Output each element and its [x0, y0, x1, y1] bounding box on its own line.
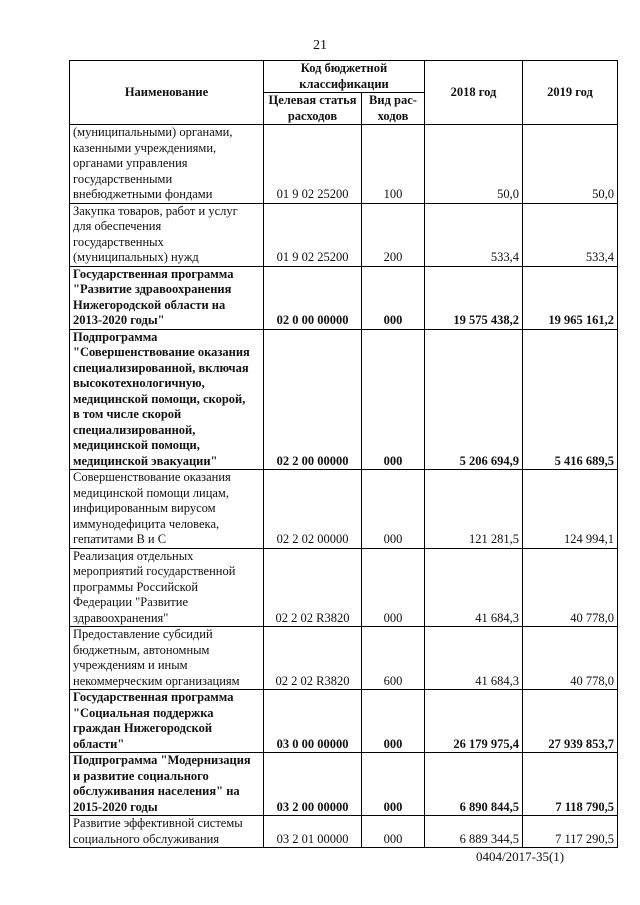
row-value-2019: 50,0 — [523, 125, 618, 204]
row-value-2019: 40 778,0 — [523, 548, 618, 627]
row-value-2018: 41 684,3 — [425, 548, 523, 627]
header-year-2018: 2018 год — [425, 61, 523, 125]
row-expense-type: 000 — [362, 548, 425, 627]
row-name: Государственная программа "Социальная поддержка граждан Нижегородской области" — [70, 690, 264, 753]
row-value-2018: 6 889 344,5 — [425, 816, 523, 848]
table-row — [70, 548, 618, 627]
row-expense-type: 000 — [362, 470, 425, 549]
row-expense-type: 000 — [362, 816, 425, 848]
row-target-article: 01 9 02 25200 — [264, 125, 362, 204]
row-name: Подпрограмма "Модернизация и развитие социального обслуживания населения" на 2015-2020 годы — [70, 753, 264, 816]
row-value-2018: 50,0 — [425, 125, 523, 204]
table-row — [70, 753, 618, 816]
row-expense-type: 000 — [362, 753, 425, 816]
row-target-article: 02 2 02 00000 — [264, 470, 362, 549]
table-row — [70, 125, 618, 204]
row-value-2018: 41 684,3 — [425, 627, 523, 690]
table-row — [70, 329, 618, 470]
row-expense-type: 100 — [362, 125, 425, 204]
row-value-2019: 7 118 790,5 — [523, 753, 618, 816]
row-value-2019: 124 994,1 — [523, 470, 618, 549]
table-body — [70, 125, 618, 848]
row-value-2019: 533,4 — [523, 203, 618, 266]
table-row — [70, 203, 618, 266]
row-value-2018: 533,4 — [425, 203, 523, 266]
row-expense-type: 000 — [362, 266, 425, 329]
header-expense-type: Вид рас-ходов — [362, 93, 425, 125]
row-name: Развитие эффективной системы социального обслуживания — [70, 816, 264, 848]
row-target-article: 02 0 00 00000 — [264, 266, 362, 329]
row-value-2018: 5 206 694,9 — [425, 329, 523, 470]
row-value-2019: 27 939 853,7 — [523, 690, 618, 753]
row-value-2018: 6 890 844,5 — [425, 753, 523, 816]
row-name: Государственная программа "Развитие здравоохранения Нижегородской области на 2013-2020 годы" — [70, 266, 264, 329]
row-value-2019: 40 778,0 — [523, 627, 618, 690]
row-expense-type: 000 — [362, 690, 425, 753]
header-year-2019: 2019 год — [523, 61, 618, 125]
table-row — [70, 470, 618, 549]
row-value-2018: 26 179 975,4 — [425, 690, 523, 753]
row-value-2018: 19 575 438,2 — [425, 266, 523, 329]
row-value-2019: 19 965 161,2 — [523, 266, 618, 329]
budget-table — [69, 60, 618, 848]
table-row — [70, 690, 618, 753]
row-name: Предоставление субсидий бюджетным, автономным учреждениям и иным некоммерческим организациям — [70, 627, 264, 690]
row-name: Подпрограмма "Совершенствование оказания специализированной, включая высокотехнологичную, медицинской помощи, скорой, в том числе скорой специализированной, медицинской помощи, медицинской эвакуации" — [70, 329, 264, 470]
header-code-group: Код бюджетной классификации — [264, 61, 425, 93]
document-code: 0404/2017-35(1) — [476, 849, 565, 864]
row-name: (муниципальными) органами, казенными учреждениями, органами управления государственными внебюджетными фондами — [70, 125, 264, 204]
row-expense-type: 200 — [362, 203, 425, 266]
page-number: 21 — [313, 38, 327, 53]
row-target-article: 02 2 02 R3820 — [264, 627, 362, 690]
row-name: Реализация отдельных мероприятий государственной программы Российской Федерации "Развитие здравоохранения" — [70, 548, 264, 627]
row-target-article: 03 2 00 00000 — [264, 753, 362, 816]
row-value-2019: 5 416 689,5 — [523, 329, 618, 470]
row-target-article: 03 0 00 00000 — [264, 690, 362, 753]
table-row — [70, 266, 618, 329]
row-name: Закупка товаров, работ и услуг для обеспечения государственных (муниципальных) нужд — [70, 203, 264, 266]
row-target-article: 01 9 02 25200 — [264, 203, 362, 266]
table-row — [70, 816, 618, 848]
row-target-article: 02 2 02 R3820 — [264, 548, 362, 627]
row-target-article: 02 2 00 00000 — [264, 329, 362, 470]
row-value-2018: 121 281,5 — [425, 470, 523, 549]
row-target-article: 03 2 01 00000 — [264, 816, 362, 848]
header-name: Наименование — [70, 61, 264, 125]
row-value-2019: 7 117 290,5 — [523, 816, 618, 848]
table-row — [70, 627, 618, 690]
header-target-article: Целевая статья расходов — [264, 93, 362, 125]
row-expense-type: 000 — [362, 329, 425, 470]
row-expense-type: 600 — [362, 627, 425, 690]
row-name: Совершенствование оказания медицинской помощи лицам, инфицированным вирусом иммунодефицита человека, гепатитами В и С — [70, 470, 264, 549]
